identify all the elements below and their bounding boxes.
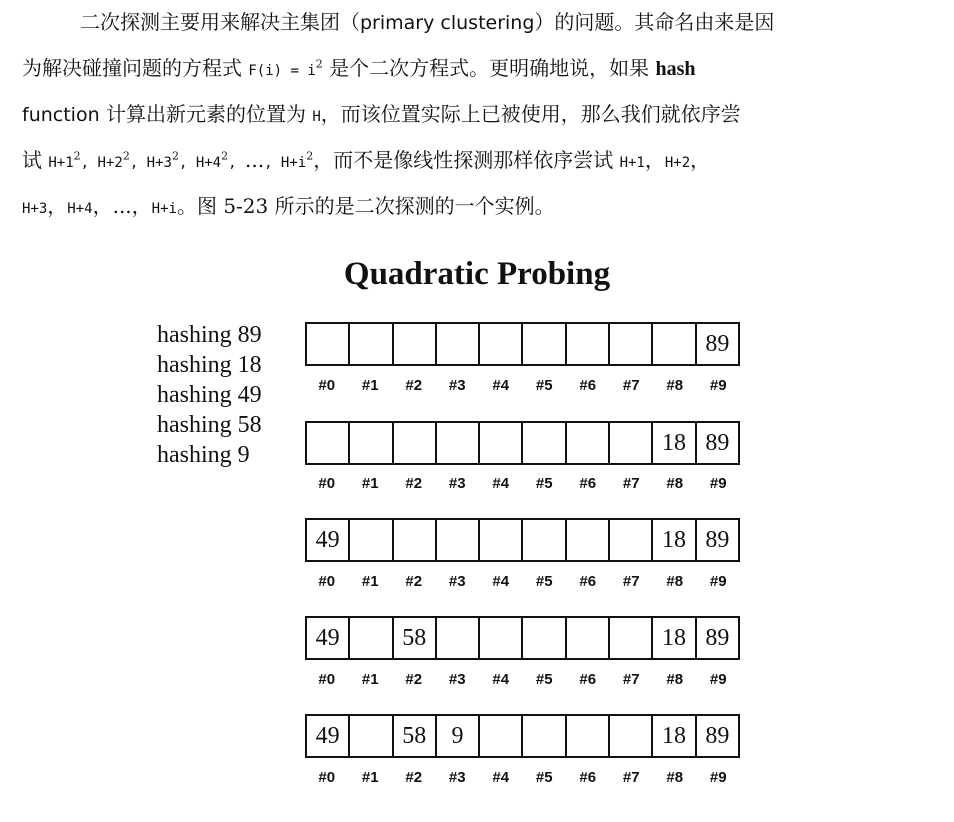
hash-table-row <box>305 421 740 465</box>
slot-index-row <box>305 573 740 590</box>
slot-index-row <box>305 377 740 394</box>
slot-index-row <box>305 769 740 786</box>
table-slot <box>567 520 610 560</box>
comma: ， <box>47 194 68 218</box>
term-hash: hash <box>655 58 696 80</box>
slot-index-label: #3 <box>448 475 466 492</box>
slot-index-label: #7 <box>622 475 640 492</box>
slot-index-label: #3 <box>448 377 466 394</box>
code: H+2 <box>664 155 691 171</box>
slot-index-label: #5 <box>535 573 553 590</box>
superscript: 2 <box>315 57 323 71</box>
table-slot <box>567 618 610 658</box>
table-slot: 49 <box>307 618 350 658</box>
table-slot: 89 <box>705 722 730 749</box>
table-slot <box>350 423 393 463</box>
slot-index-label: #9 <box>709 475 727 492</box>
table-slot: 18 <box>653 423 696 463</box>
slot-index-label: #1 <box>361 671 379 688</box>
slot-index-label: #5 <box>535 769 553 786</box>
slot-index-label: #0 <box>318 769 336 786</box>
table-slot <box>480 324 523 364</box>
slot-index-label: #8 <box>666 573 684 590</box>
table-slot <box>567 423 610 463</box>
table-slot: 18 <box>653 520 696 560</box>
hashing-steps <box>157 320 262 470</box>
slot-index-label: #2 <box>405 573 423 590</box>
paragraph-line-2 <box>22 54 696 85</box>
table-slot <box>350 618 393 658</box>
slot-index-label: #9 <box>709 377 727 394</box>
table-slot: 49 <box>307 716 350 756</box>
figure-title: Quadratic Probing <box>343 256 611 292</box>
table-slot: 18 <box>653 716 696 756</box>
step-label: hashing 89 <box>157 322 262 348</box>
ellipsis: ... <box>244 148 265 172</box>
slot-index-label: #0 <box>318 671 336 688</box>
comma: ， <box>131 194 152 218</box>
text: 是个二次方程式。更明确地说，如果 <box>322 56 656 80</box>
paragraph-line-3 <box>22 100 741 131</box>
table-slot <box>523 716 566 756</box>
table-slot: 18 <box>653 618 696 658</box>
text: 二次探测主要用来解决主集团（ <box>80 10 360 34</box>
term-primary-clustering: primary clustering <box>360 12 535 34</box>
formula-code: F(i) = i <box>248 63 316 79</box>
comma: ， <box>690 148 711 172</box>
code: H+4 <box>195 155 222 171</box>
slot-index-label: #5 <box>535 377 553 394</box>
slot-index-label: #4 <box>492 671 510 688</box>
code: H+i <box>280 155 307 171</box>
step-label: hashing 49 <box>157 382 262 408</box>
separator: , <box>129 155 147 171</box>
table-slot <box>480 716 523 756</box>
hash-table-row <box>305 714 740 758</box>
comma: ， <box>644 148 665 172</box>
slot-index-label: #6 <box>579 573 597 590</box>
table-slot <box>610 716 653 756</box>
text: ，而不是像线性探测那样依序尝试 <box>313 148 620 172</box>
text: 计算出新元素的位置为 <box>99 102 313 126</box>
slot-index-label: #1 <box>361 769 379 786</box>
slot-index-label: #0 <box>318 377 336 394</box>
code: H+3 <box>146 155 172 171</box>
table-slot <box>610 423 653 463</box>
text: 试 <box>22 148 49 172</box>
paragraph-line-4 <box>22 146 710 177</box>
table-slot: 89 <box>705 624 730 651</box>
slot-index-label: #4 <box>492 573 510 590</box>
slot-index-label: #0 <box>318 475 336 492</box>
table-slot: 89 <box>705 330 730 357</box>
step-label: hashing 18 <box>157 352 262 378</box>
code: H+1 <box>619 155 645 171</box>
text: ，而该位置实际上已被使用，那么我们就依序尝 <box>320 102 741 126</box>
slot-index-label: #7 <box>622 377 640 394</box>
text: 为解决碰撞问题的方程式 <box>22 56 249 80</box>
code: H+i <box>151 201 177 217</box>
slot-index-label: #3 <box>448 671 466 688</box>
table-slot <box>307 324 350 364</box>
table-slot: 58 <box>394 618 437 658</box>
table-slot <box>523 520 566 560</box>
table-slot <box>394 324 437 364</box>
table-slot <box>437 324 480 364</box>
slot-index-label: #8 <box>666 769 684 786</box>
slot-index-label: #2 <box>405 377 423 394</box>
slot-index-label: #5 <box>535 671 553 688</box>
table-slot <box>480 423 523 463</box>
table-slot <box>437 618 480 658</box>
slot-index-label: #4 <box>492 377 510 394</box>
comma: ， <box>92 194 113 218</box>
slot-index-label: #1 <box>361 573 379 590</box>
slot-index-label: #8 <box>666 671 684 688</box>
slot-index-label: #6 <box>579 671 597 688</box>
ellipsis: ... <box>112 194 132 218</box>
separator: , <box>80 155 98 171</box>
code: H+3 <box>22 201 48 217</box>
slot-index-label: #2 <box>405 475 423 492</box>
code: H+1 <box>48 155 74 171</box>
table-slot: 49 <box>307 520 350 560</box>
hash-table-row <box>305 322 740 366</box>
table-slot <box>350 716 393 756</box>
superscript: 2 <box>73 149 81 163</box>
superscript: 2 <box>221 149 229 163</box>
step-label: hashing 9 <box>157 442 250 468</box>
table-slot: 58 <box>394 716 437 756</box>
text: ）的问题。其命名由来是因 <box>534 10 775 34</box>
slot-index-label: #8 <box>666 475 684 492</box>
table-slot <box>523 423 566 463</box>
table-slot: 9 <box>437 716 480 756</box>
table-slot: 89 <box>705 526 730 553</box>
slot-index-label: #8 <box>666 377 684 394</box>
table-slot <box>523 324 566 364</box>
table-slot <box>437 520 480 560</box>
slot-index-row <box>305 475 740 492</box>
slot-index-label: #9 <box>709 769 727 786</box>
table-slot <box>480 618 523 658</box>
slot-index-label: #1 <box>361 377 379 394</box>
slot-index-label: #4 <box>492 475 510 492</box>
separator: , <box>264 155 281 171</box>
slot-index-label: #2 <box>405 671 423 688</box>
step-label: hashing 58 <box>157 412 262 438</box>
table-slot <box>610 324 653 364</box>
table-slot <box>567 324 610 364</box>
paragraph-line-5 <box>22 192 555 223</box>
slot-index-label: #7 <box>622 769 640 786</box>
separator: , <box>178 155 196 171</box>
term-function: function <box>22 104 100 126</box>
paragraph-line-1 <box>22 8 774 37</box>
separator: , <box>228 155 245 171</box>
table-slot <box>610 618 653 658</box>
table-slot <box>610 520 653 560</box>
text: 。图 5-23 所示的是二次探测的一个实例。 <box>176 194 555 218</box>
hash-table-row <box>305 616 740 660</box>
slot-index-label: #1 <box>361 475 379 492</box>
superscript: 2 <box>122 149 130 163</box>
slot-index-label: #3 <box>448 769 466 786</box>
slot-index-label: #2 <box>405 769 423 786</box>
table-slot <box>350 520 393 560</box>
slot-index-label: #7 <box>622 671 640 688</box>
hash-table-row <box>305 518 740 562</box>
slot-index-label: #3 <box>448 573 466 590</box>
slot-index-label: #6 <box>579 377 597 394</box>
table-slot <box>480 520 523 560</box>
slot-index-label: #0 <box>318 573 336 590</box>
code: H+2 <box>97 155 123 171</box>
table-slot: 89 <box>705 429 730 456</box>
code-h: H <box>312 109 321 125</box>
slot-index-label: #5 <box>535 475 553 492</box>
slot-index-label: #6 <box>579 475 597 492</box>
slot-index-label: #9 <box>709 573 727 590</box>
table-slot <box>523 618 566 658</box>
table-slot <box>394 423 437 463</box>
table-slot <box>350 324 393 364</box>
superscript: 2 <box>171 149 179 163</box>
code: H+4 <box>67 201 93 217</box>
slot-index-label: #9 <box>709 671 727 688</box>
slot-index-label: #6 <box>579 769 597 786</box>
table-slot <box>567 716 610 756</box>
table-slot <box>437 423 480 463</box>
table-slot <box>394 520 437 560</box>
table-slot <box>653 324 696 364</box>
superscript: 2 <box>306 149 314 163</box>
slot-index-row <box>305 671 740 688</box>
table-slot <box>307 423 350 463</box>
slot-index-label: #7 <box>622 573 640 590</box>
slot-index-label: #4 <box>492 769 510 786</box>
